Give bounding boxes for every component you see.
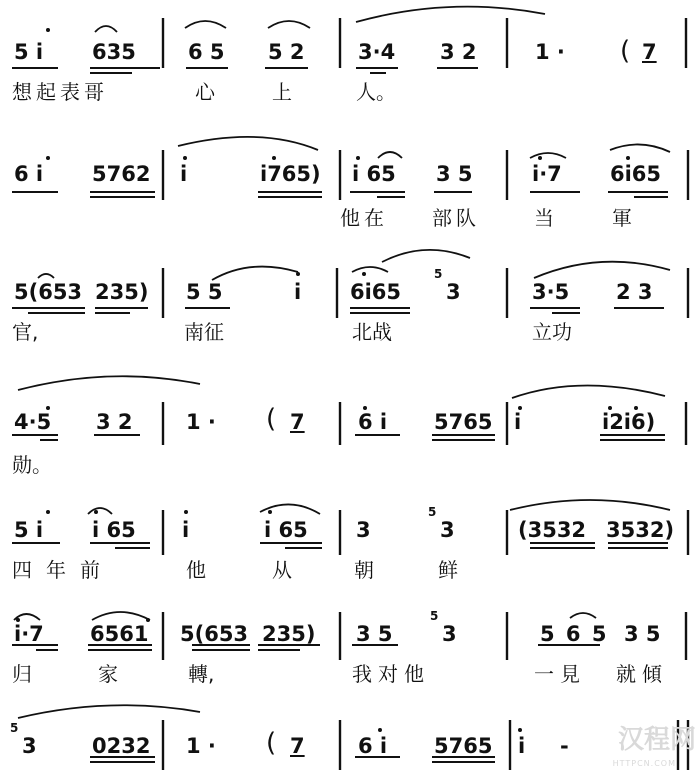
slurs	[14, 7, 670, 718]
lyric: 轉,	[188, 662, 215, 686]
lyric: 勋。	[12, 453, 52, 477]
note-group: i2i6)	[602, 410, 656, 434]
note-group: 5 5	[186, 280, 223, 304]
note-group: 7	[642, 40, 657, 64]
note-group: 1 ·	[186, 410, 216, 434]
note-group: 3	[442, 622, 457, 646]
note-group: 5 6 5	[540, 622, 609, 646]
note-group: i	[182, 518, 190, 542]
note-group: 5762	[92, 162, 151, 186]
note-group: i 65	[92, 518, 136, 542]
note-group: 6i65	[610, 162, 662, 186]
lyric: 北战	[352, 320, 392, 344]
note-group: 3 2	[96, 410, 133, 434]
watermark-url: HTTPCN.COM	[612, 759, 676, 768]
lyric: 南征	[184, 320, 224, 344]
note-group: 3	[440, 518, 455, 542]
paren: (	[266, 728, 277, 758]
note-group: 6i65	[350, 280, 402, 304]
lyric: 归	[12, 662, 32, 686]
paren: (	[266, 404, 277, 434]
note-group: i	[294, 280, 302, 304]
note-group: 7	[290, 734, 305, 758]
note-group: 6 5	[188, 40, 225, 64]
note-group: 5(653	[180, 622, 249, 646]
note-group: i 65	[352, 162, 396, 186]
note-group: 2 3	[616, 280, 653, 304]
note-group: 3 5	[356, 622, 393, 646]
note-group: i	[514, 410, 522, 434]
lyric: 想起表哥	[12, 80, 108, 104]
note-group: 6 i	[358, 410, 388, 434]
note-group: i 65	[264, 518, 308, 542]
note-group: 5765	[434, 734, 493, 758]
bar-lines	[163, 18, 688, 770]
lyric: 人。	[356, 80, 396, 104]
note-group: 4·5	[14, 410, 52, 434]
note-group: 6 i	[14, 162, 44, 186]
grace-note: 5	[430, 609, 439, 623]
note-group: 3 5	[624, 622, 661, 646]
lyric: 家	[98, 662, 118, 686]
note-group: 3	[22, 734, 37, 758]
lyric: 当	[534, 206, 554, 230]
lyric: 軍	[612, 206, 632, 230]
note-group: 235)	[262, 622, 316, 646]
note-group: 3·4	[358, 40, 396, 64]
note-group: 635	[92, 40, 136, 64]
lyric: 我对他	[352, 662, 430, 686]
lyric: 鲜	[438, 558, 458, 582]
note-group: 0232	[92, 734, 151, 758]
note-group: 5 i	[14, 40, 44, 64]
note-group: -	[560, 734, 569, 758]
lyric: 他	[186, 558, 206, 582]
note-group: 6561	[90, 622, 149, 646]
lyric: 他在	[340, 206, 388, 230]
note-group: i	[518, 734, 526, 758]
lyric: 朝	[354, 558, 374, 582]
note-group: i·7	[532, 162, 562, 186]
note-group: 3 2	[440, 40, 477, 64]
note-group: 235)	[95, 280, 149, 304]
note-group: 5765	[434, 410, 493, 434]
note-group: 7	[290, 410, 305, 434]
note-group: 3532)	[606, 518, 675, 542]
lyric: 就傾	[616, 662, 668, 686]
lyric: 官,	[12, 320, 39, 344]
note-group: 5 2	[268, 40, 305, 64]
note-group: i765)	[260, 162, 321, 186]
note-group: 3·5	[532, 280, 570, 304]
grace-note: 5	[428, 505, 437, 519]
watermark-logo: 汉程网	[617, 725, 696, 755]
note-group: 1 ·	[535, 40, 565, 64]
lyric: 心	[195, 80, 215, 104]
note-group: 6 i	[358, 734, 388, 758]
note-group: 1 ·	[186, 734, 216, 758]
lyric: 上	[272, 80, 292, 104]
note-group: (3532	[518, 518, 587, 542]
note-group: 3	[446, 280, 461, 304]
grace-note: 5	[10, 721, 19, 735]
note-group: 5 i	[14, 518, 44, 542]
note-group: 5(653	[14, 280, 83, 304]
lyric: 从	[272, 558, 292, 582]
grace-note: 5	[434, 267, 443, 281]
note-group: i	[180, 162, 188, 186]
note-group: 3 5	[436, 162, 473, 186]
lyric: 部队	[432, 206, 480, 230]
paren: (	[620, 36, 631, 66]
note-group: i·7	[14, 622, 44, 646]
lyric: 四年前	[12, 558, 114, 582]
lyric: 立功	[532, 320, 572, 344]
lyric: 一見	[534, 662, 586, 686]
note-group: 3	[356, 518, 371, 542]
